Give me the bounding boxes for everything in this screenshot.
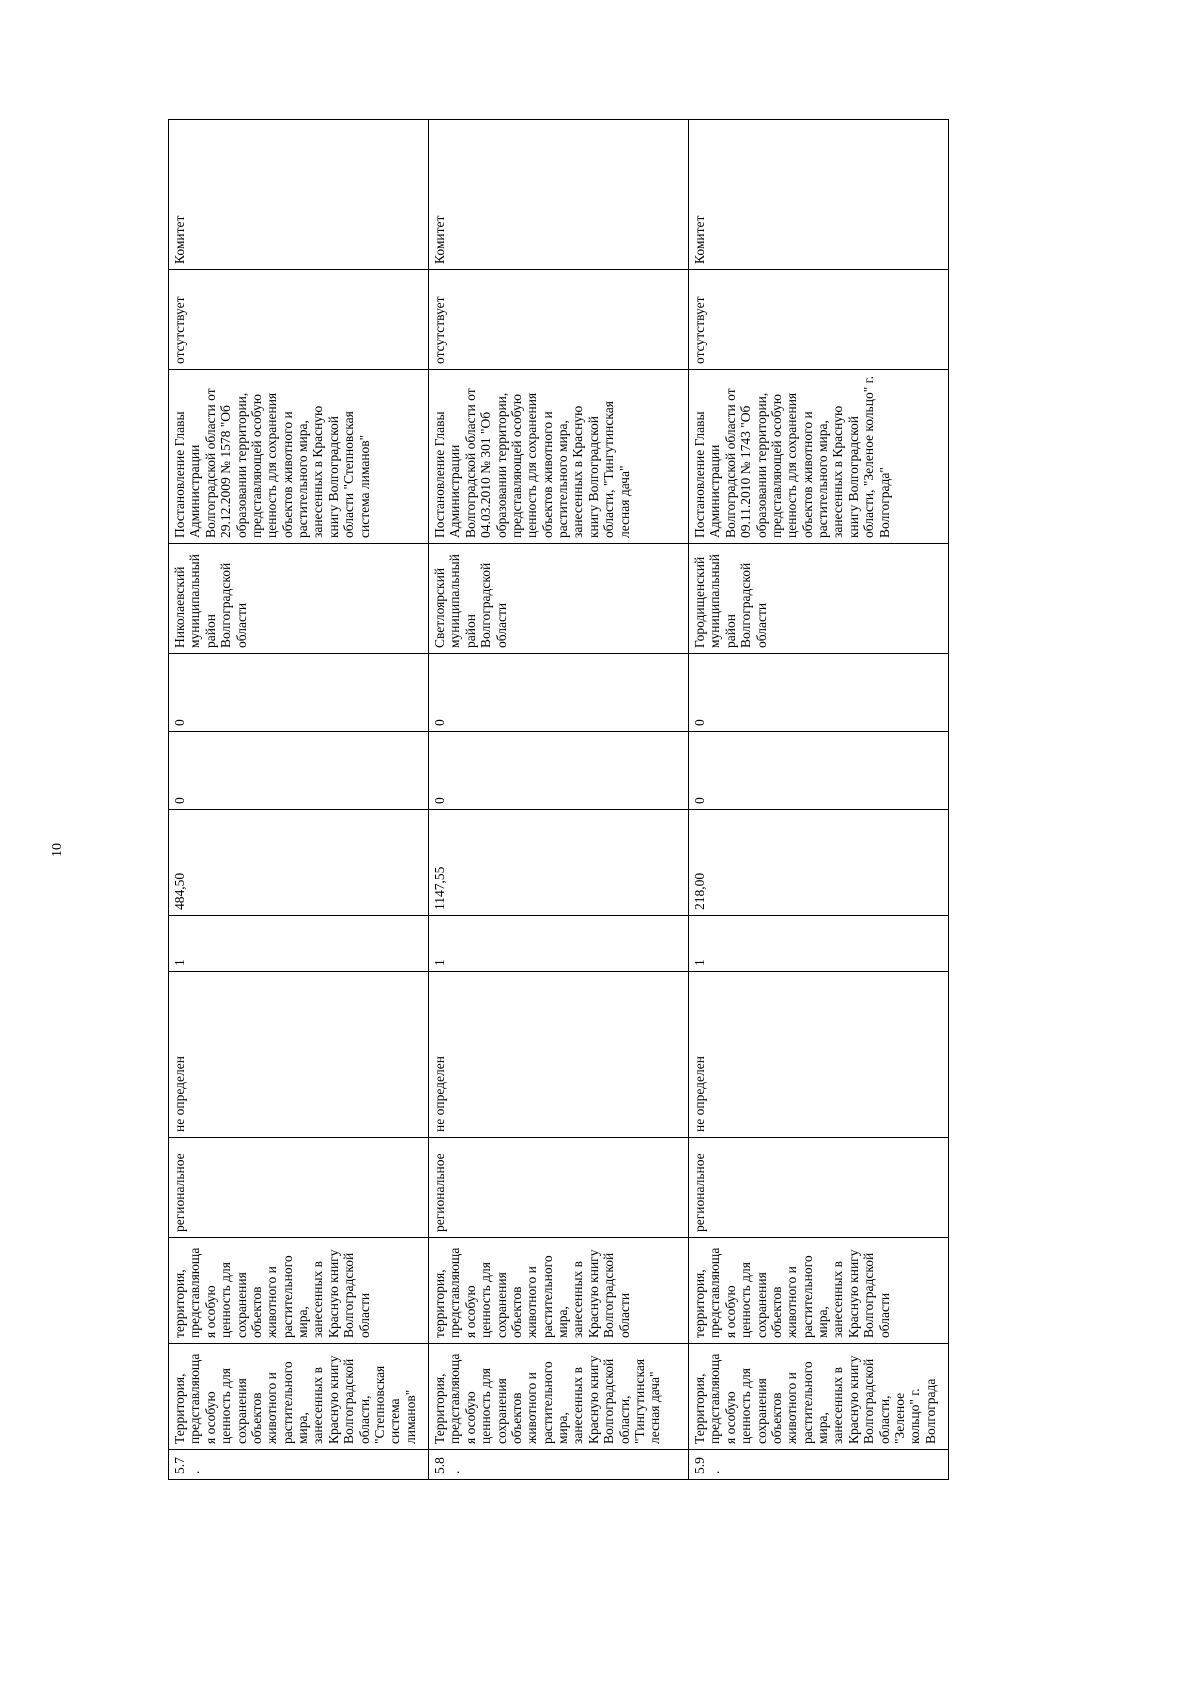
cell-profile: не определен: [689, 972, 949, 1138]
cell-area: 218,00: [689, 810, 949, 916]
cell-number: 5.9.: [689, 1450, 949, 1480]
cell-area: 484,50: [169, 810, 429, 916]
cell-profile: не определен: [429, 972, 689, 1138]
cell-significance: региональное: [689, 1138, 949, 1238]
cell-clusters: 1: [429, 916, 689, 972]
cell-regime: отсутствует: [169, 270, 429, 370]
cell-area: 1147,55: [429, 810, 689, 916]
cell-document: Постановление Главы Администрации Волгоградской области от 09.11.2010 № 1743 "Об образовании территории, представляющей особую ценность для сохранения объектов животного и растительного мира, занесенных в Красную книгу Волгоградской области, "Зеленое кольцо" г. Волгограда": [689, 370, 949, 544]
cell-regime: отсутствует: [689, 270, 949, 370]
cell-category: территория, представляющая особую ценность для сохранения объектов животного и растительного мира, занесенных в Красную книгу Волгоградской области: [429, 1238, 689, 1344]
cell-number: 5.8.: [429, 1450, 689, 1480]
cell-profile: не определен: [169, 972, 429, 1138]
cell-document: Постановление Главы Администрации Волгоградской области от 29.12.2009 № 1578 "Об образовании территории, представляющей особую ценность для сохранения объектов животного и растительного мира, занесенных в Красную книгу Волгоградской области "Степновская система лиманов": [169, 370, 429, 544]
cell-regime: отсутствует: [429, 270, 689, 370]
cell-number: 5.7.: [169, 1450, 429, 1480]
cell-authority: Комитет: [689, 120, 949, 270]
cell-authority: Комитет: [169, 120, 429, 270]
cell-location: Городищенский муниципальный район Волгоградской области: [689, 544, 949, 654]
cell-location: Николаевский муниципальный район Волгоградской области: [169, 544, 429, 654]
cell-category: территория, представляющая особую ценность для сохранения объектов животного и растительного мира, занесенных в Красную книгу Волгоградской области: [169, 1238, 429, 1344]
cell-buffer: 0: [429, 654, 689, 732]
table-row: [689, 120, 949, 1480]
cell-buffer: 0: [169, 654, 429, 732]
cell-location: Светлоярский муниципальный район Волгоградской области: [429, 544, 689, 654]
cell-name: Территория, представляющая особую ценность для сохранения объектов животного и растительного мира, занесенных в Красную книгу Волгоградской области, "Зеленое кольцо" г. Волгограда: [689, 1344, 949, 1450]
cell-significance: региональное: [429, 1138, 689, 1238]
register-table: [168, 119, 949, 1480]
cell-authority: Комитет: [429, 120, 689, 270]
cell-document: Постановление Главы Администрации Волгоградской области от 04.03.2010 № 301 "Об образовании территории, представляющей особую ценность для сохранения объектов животного и растительного мира, занесенных в Красную книгу Волгоградской области, "Тингутинская лесная дача": [429, 370, 689, 544]
cell-category: территория, представляющая особую ценность для сохранения объектов животного и растительного мира, занесенных в Красную книгу Волгоградской области: [689, 1238, 949, 1344]
page-number: 10: [50, 843, 65, 857]
cell-clusters: 1: [689, 916, 949, 972]
cell-protected-zone: 0: [169, 732, 429, 810]
cell-name: Территория, представляющая особую ценность для сохранения объектов животного и растительного мира, занесенных в Красную книгу Волгоградской области, "Тингутинская лесная дача": [429, 1344, 689, 1450]
cell-significance: региональное: [169, 1138, 429, 1238]
cell-protected-zone: 0: [429, 732, 689, 810]
cell-protected-zone: 0: [689, 732, 949, 810]
cell-buffer: 0: [689, 654, 949, 732]
register-table-wrapper: [168, 120, 948, 1480]
cell-clusters: 1: [169, 916, 429, 972]
cell-name: Территория, представляющая особую ценность для сохранения объектов животного и растительного мира, занесенных в Красную книгу Волгоградской области, "Степновская система лиманов": [169, 1344, 429, 1450]
table-row: [169, 120, 429, 1480]
table-row: [429, 120, 689, 1480]
